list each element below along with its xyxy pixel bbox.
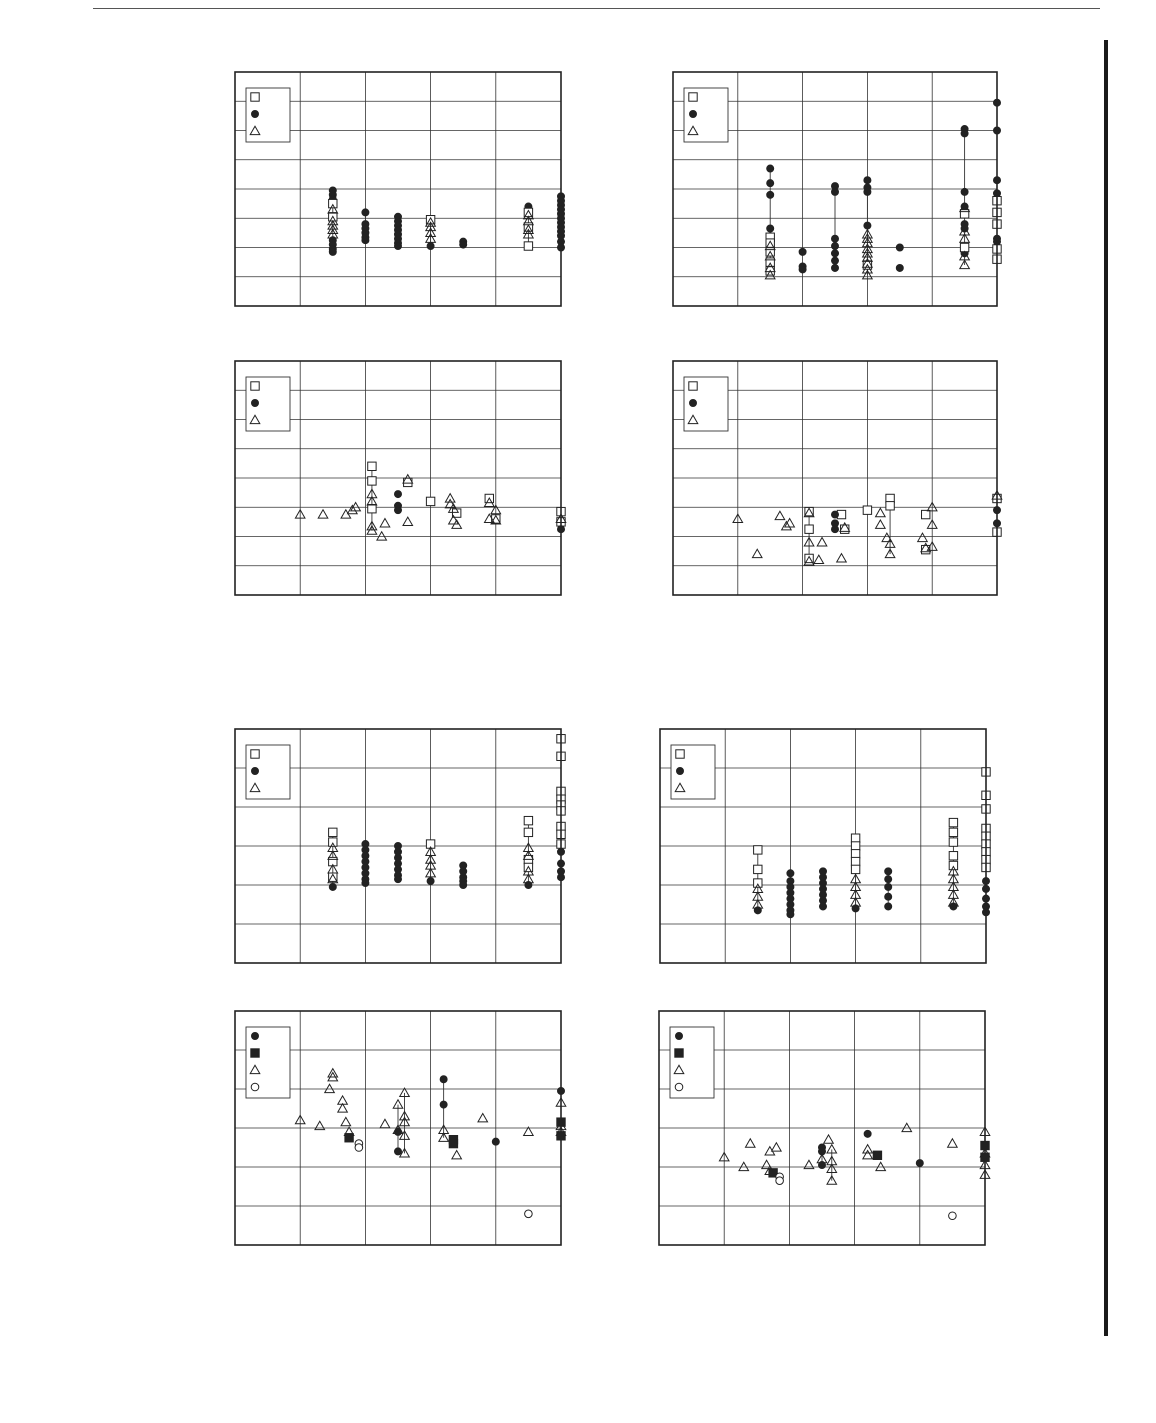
point-circle-filled xyxy=(427,242,434,249)
chart-bottom-left-b xyxy=(234,1010,562,1246)
point-square-open xyxy=(922,545,930,553)
legend-marker-square-filled xyxy=(675,1049,683,1057)
point-circle-filled xyxy=(362,237,369,244)
point-triangle-open xyxy=(445,494,455,502)
point-circle-filled xyxy=(440,1101,447,1108)
point-circle-filled xyxy=(864,188,871,195)
point-circle-filled xyxy=(394,507,401,514)
point-square-open xyxy=(841,525,849,533)
point-square-open xyxy=(949,861,957,869)
point-square-open xyxy=(949,838,957,846)
point-square-open xyxy=(426,497,434,505)
point-square-open xyxy=(754,879,762,887)
chart-bottom-right-a xyxy=(659,728,987,964)
point-triangle-open xyxy=(478,1113,488,1121)
point-square-open xyxy=(524,242,532,250)
point-triangle-open xyxy=(837,554,847,562)
point-triangle-open xyxy=(775,511,785,519)
point-square-open xyxy=(851,842,859,850)
point-triangle-open xyxy=(824,1135,834,1143)
point-circle-filled xyxy=(362,209,369,216)
legend-marker-circle-filled xyxy=(251,1032,258,1039)
point-circle-filled xyxy=(787,870,794,877)
point-triangle-open xyxy=(338,1104,348,1112)
point-circle-filled xyxy=(787,911,794,918)
legend xyxy=(684,377,728,431)
point-square-open xyxy=(960,210,968,218)
legend xyxy=(246,88,290,142)
point-circle-filled xyxy=(831,235,838,242)
point-circle-filled xyxy=(916,1160,923,1167)
point-circle-filled xyxy=(362,879,369,886)
marker-stems xyxy=(372,466,561,530)
point-square-open xyxy=(805,525,813,533)
point-circle-filled xyxy=(864,1130,871,1137)
point-circle-filled xyxy=(885,903,892,910)
point-circle-filled xyxy=(885,876,892,883)
legend-marker-square-filled xyxy=(251,1049,259,1057)
point-triangle-open xyxy=(876,520,886,528)
legend-marker-circle-open xyxy=(251,1083,259,1091)
point-square-open xyxy=(949,818,957,826)
point-triangle-open xyxy=(341,1117,351,1125)
point-triangle-open xyxy=(452,1151,462,1159)
point-square-open xyxy=(329,828,337,836)
point-square-open xyxy=(851,857,859,865)
point-circle-filled xyxy=(961,130,968,137)
point-circle-filled xyxy=(427,878,434,885)
side-bar xyxy=(1104,40,1108,1336)
point-triangle-open xyxy=(351,502,361,510)
point-circle-filled xyxy=(831,264,838,271)
point-triangle-open xyxy=(863,1151,873,1159)
point-circle-filled xyxy=(896,244,903,251)
chart-top-right xyxy=(672,71,998,307)
point-square-open xyxy=(766,258,774,266)
point-triangle-open xyxy=(739,1162,749,1170)
chart-bottom-right-b xyxy=(658,1010,986,1246)
point-circle-open xyxy=(949,1212,957,1220)
point-circle-filled xyxy=(492,1138,499,1145)
point-triangle-open xyxy=(403,517,413,525)
point-square-filled xyxy=(873,1151,881,1159)
point-square-open xyxy=(524,828,532,836)
series-circle-filled xyxy=(394,490,564,532)
legend xyxy=(671,745,715,799)
point-circle-filled xyxy=(819,903,826,910)
point-triangle-open xyxy=(814,555,824,563)
point-circle-filled xyxy=(767,191,774,198)
point-circle-open xyxy=(355,1144,363,1152)
point-circle-filled xyxy=(394,876,401,883)
point-square-open xyxy=(949,852,957,860)
legend-marker-square-open xyxy=(676,750,684,758)
point-triangle-open xyxy=(948,1139,958,1147)
point-square-open xyxy=(754,865,762,873)
point-circle-filled xyxy=(864,177,871,184)
series-circle-filled xyxy=(831,507,1000,533)
point-circle-filled xyxy=(767,225,774,232)
point-triangle-open xyxy=(745,1139,755,1147)
point-triangle-open xyxy=(380,519,390,527)
legend-marker-circle-filled xyxy=(689,110,696,117)
legend xyxy=(670,1027,714,1098)
legend-marker-circle-filled xyxy=(676,767,683,774)
point-triangle-open xyxy=(318,510,328,518)
point-circle-filled xyxy=(799,266,806,273)
point-square-open xyxy=(329,838,337,846)
point-circle-filled xyxy=(885,883,892,890)
point-triangle-open xyxy=(863,1145,873,1153)
point-circle-filled xyxy=(394,242,401,249)
point-triangle-open xyxy=(876,508,886,516)
chart-middle-left xyxy=(234,360,562,596)
marker-stems xyxy=(398,1079,561,1153)
point-square-open xyxy=(886,502,894,510)
point-square-open xyxy=(329,199,337,207)
point-circle-filled xyxy=(767,180,774,187)
legend-marker-circle-open xyxy=(675,1083,683,1091)
point-triangle-open xyxy=(772,1143,782,1151)
legend-marker-circle-filled xyxy=(251,110,258,117)
point-square-open xyxy=(922,510,930,518)
chart-middle-right xyxy=(672,360,998,596)
point-triangle-open xyxy=(918,533,928,541)
legend-marker-circle-filled xyxy=(675,1032,682,1039)
marker-stems xyxy=(822,1132,985,1181)
point-circle-filled xyxy=(460,881,467,888)
point-triangle-open xyxy=(380,1119,390,1127)
point-triangle-open xyxy=(785,519,795,527)
point-circle-filled xyxy=(460,241,467,248)
point-circle-open xyxy=(776,1177,784,1185)
point-square-open xyxy=(754,846,762,854)
point-square-open xyxy=(960,243,968,251)
point-square-open xyxy=(368,477,376,485)
legend-marker-circle-filled xyxy=(251,399,258,406)
point-circle-filled xyxy=(885,868,892,875)
legend-marker-circle-filled xyxy=(689,399,696,406)
point-circle-open xyxy=(525,1210,533,1218)
point-triangle-open xyxy=(325,1084,335,1092)
point-square-filled xyxy=(449,1139,457,1147)
point-circle-filled xyxy=(831,511,838,518)
top-rule xyxy=(93,8,1100,9)
point-triangle-open xyxy=(782,521,792,529)
point-square-filled xyxy=(345,1134,353,1142)
point-circle-filled xyxy=(831,242,838,249)
point-square-open xyxy=(851,865,859,873)
point-triangle-open xyxy=(377,532,387,540)
point-square-open xyxy=(851,850,859,858)
point-circle-filled xyxy=(864,222,871,229)
legend xyxy=(246,377,290,431)
point-circle-filled xyxy=(799,248,806,255)
legend-marker-square-open xyxy=(251,382,259,390)
point-square-open xyxy=(368,505,376,513)
point-circle-filled xyxy=(440,1076,447,1083)
point-triangle-open xyxy=(817,538,827,546)
legend-marker-square-open xyxy=(251,750,259,758)
point-square-open xyxy=(949,828,957,836)
point-circle-filled xyxy=(767,165,774,172)
point-circle-filled xyxy=(329,248,336,255)
legend-marker-square-open xyxy=(689,382,697,390)
point-square-open xyxy=(368,462,376,470)
point-triangle-open xyxy=(876,1162,886,1170)
legend xyxy=(684,88,728,142)
legend xyxy=(246,745,290,799)
legend-marker-square-open xyxy=(251,93,259,101)
point-triangle-open xyxy=(752,549,762,557)
point-triangle-open xyxy=(902,1123,912,1131)
point-circle-filled xyxy=(394,490,401,497)
point-square-open xyxy=(863,506,871,514)
point-circle-filled xyxy=(896,264,903,271)
point-triangle-open xyxy=(348,505,358,513)
legend-marker-square-open xyxy=(689,93,697,101)
point-circle-filled xyxy=(329,883,336,890)
legend-marker-circle-filled xyxy=(251,767,258,774)
point-circle-filled xyxy=(831,250,838,257)
point-circle-filled xyxy=(831,257,838,264)
point-square-open xyxy=(524,816,532,824)
point-circle-filled xyxy=(831,188,838,195)
point-circle-filled xyxy=(961,188,968,195)
point-circle-filled xyxy=(394,1148,401,1155)
chart-top-left xyxy=(234,71,562,307)
point-circle-filled xyxy=(831,526,838,533)
point-circle-filled xyxy=(885,893,892,900)
series-circle-open xyxy=(776,1173,956,1220)
point-square-open xyxy=(851,834,859,842)
series-circle-filled xyxy=(394,1076,564,1155)
legend xyxy=(246,1027,290,1098)
chart-bottom-left-a xyxy=(234,728,562,964)
